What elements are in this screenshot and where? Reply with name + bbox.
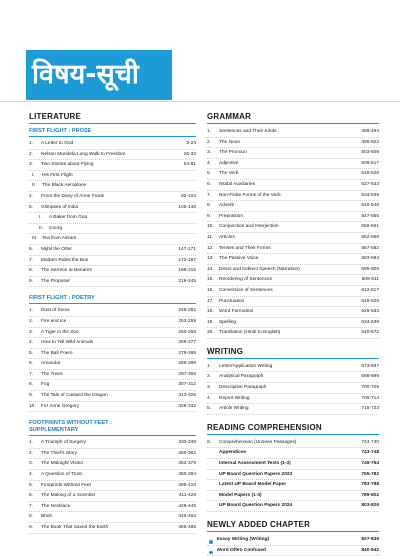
entry-number: 1. (29, 440, 34, 446)
toc-entry (207, 191, 379, 202)
toc-entry (207, 307, 379, 318)
entry-title: Report Writing (219, 395, 250, 401)
entry-title: Comprehension (Unseen Passages) (219, 439, 297, 445)
entry-number: 9. (29, 393, 34, 399)
entry-title: The Passive Voice (219, 256, 259, 262)
entry-title: A Baker from Goa (49, 215, 88, 221)
entry-number: 17. (207, 298, 214, 304)
toc-entry (29, 234, 196, 245)
entry-title: The Book That Saved the Earth (41, 525, 109, 530)
entry-pages: 198-215 (178, 268, 196, 274)
entry-title: The Tale of Custard the Dragon (41, 393, 108, 399)
toc-entry (29, 181, 196, 192)
entry-number: 1. (29, 308, 34, 314)
entry-title: Nelson Mandela Long Walk to Freedom (41, 151, 126, 157)
toc-entry (207, 383, 379, 394)
entry-title: Adverb (219, 203, 235, 209)
toc-entry (29, 459, 196, 470)
toc-entry (29, 224, 196, 235)
entry-title: UP Board Question Papers 2024 (219, 503, 293, 509)
entry-pages: 606-611 (361, 277, 379, 283)
entry-title: UP Board Question Papers 2023 (219, 471, 293, 477)
entry-pages: 612-617 (361, 287, 379, 293)
entry-title: Sentences and Their Kinds (219, 129, 277, 134)
entry-pages: 278-285 (178, 350, 196, 356)
entry-pages: 465-485 (178, 525, 196, 530)
grammar-heading: GRAMMAR (207, 112, 379, 124)
toc-entry (207, 286, 379, 297)
entry-pages: 640-672 (361, 330, 379, 336)
toc-entry (207, 222, 379, 233)
entry-number: 5. (29, 482, 34, 488)
toc-entry (29, 391, 196, 402)
toc-entry (207, 244, 379, 255)
toc-entry (207, 159, 379, 170)
entry-title: Spelling (219, 319, 237, 325)
entry-title: A Tiger in the Zoo (41, 329, 79, 335)
entry-pages: 495-502 (361, 139, 379, 145)
entry-title: Fog (41, 382, 50, 388)
entry-title: Translation (Hindi to English) (219, 330, 281, 336)
entry-number: II. (32, 183, 36, 189)
grammar-list (207, 127, 379, 339)
entry-title: Article Writing (219, 406, 249, 412)
entry-number: 20. (207, 330, 214, 336)
entry-title: The Trees (41, 371, 63, 377)
toc-entry (29, 203, 196, 214)
entry-number: I. (32, 172, 35, 178)
entry-number: 7. (207, 192, 212, 198)
reading-heading: READING COMPREHENSION (207, 423, 379, 435)
entry-title: Internal Assessment Tests (1-3) (219, 461, 291, 467)
entry-number: 4. (29, 472, 34, 478)
poetry-list (29, 306, 196, 412)
entry-pages: 307-312 (178, 382, 196, 388)
footprints-title-line1: FOOTPRINTS WITHOUT FEET : (29, 420, 112, 427)
entry-pages: 326-332 (178, 403, 196, 409)
entry-number: 4. (29, 193, 34, 199)
entry-pages: 783-788 (361, 482, 379, 488)
entry-number: 6. (207, 439, 212, 445)
entry-title: Conversion of Sentences (219, 287, 273, 293)
footprints-title-line2: SUPPLEMENTARY (29, 427, 79, 434)
toc-entry (207, 318, 379, 329)
toc-entry (29, 192, 196, 203)
entry-number: 8. (29, 514, 34, 520)
entry-title: Bholi (41, 514, 52, 520)
entry-title: How to Tell Wild Animals (41, 340, 94, 346)
entry-number: 5. (207, 171, 212, 177)
entry-number: 2. (29, 318, 34, 324)
toc-entry (207, 254, 379, 265)
entry-title: Dust of Snow (41, 308, 70, 314)
entry-pages: 715-723 (361, 406, 379, 412)
entry-number: 9. (29, 278, 34, 284)
entry-number: 3. (29, 162, 34, 168)
toc-entry (207, 169, 379, 180)
toc-entry (207, 372, 379, 383)
entry-number: 3. (207, 150, 212, 156)
entry-number: 6. (29, 493, 34, 499)
toc-entry (29, 139, 196, 150)
entry-pages: 547-555 (361, 213, 379, 219)
entry-pages: 363-379 (178, 461, 196, 467)
entry-number: 9. (207, 213, 212, 219)
entry-pages: 260-268 (178, 329, 196, 335)
toc-entry (207, 127, 379, 138)
entry-pages: 253-259 (178, 318, 196, 324)
entry-pages: 105-146 (178, 204, 196, 210)
entry-pages: 411-428 (178, 493, 196, 499)
entry-pages: 827-839 (361, 537, 379, 542)
entry-title: Tea from Assam (42, 236, 77, 242)
writing-heading: WRITING (207, 347, 379, 359)
entry-pages: 840-842 (361, 547, 379, 553)
entry-number: III. (32, 236, 38, 242)
entry-title: A Triumph of Surgery (41, 440, 87, 446)
entry-title: Preposition (219, 213, 243, 219)
entry-title: Letter/Application Writing (219, 363, 273, 369)
toc-entry (207, 448, 379, 459)
poetry-subheading: FIRST FLIGHT : POETRY (29, 295, 196, 304)
entry-number: 10. (29, 403, 36, 409)
entry-pages: 82-104 (181, 193, 196, 199)
entry-pages: 269-277 (178, 340, 196, 346)
toc-entry (207, 328, 379, 339)
entry-title: The Sermon at Benares (41, 268, 92, 274)
entry-pages: 562-566 (361, 234, 379, 240)
entry-title: Mijbil the Otter (41, 246, 72, 252)
toc-entry (207, 233, 379, 244)
entry-pages: 333-349 (178, 440, 196, 446)
toc-entry (29, 523, 196, 534)
entry-number: 4. (29, 340, 34, 346)
toc-entry (29, 438, 196, 449)
entry-number: II. (39, 225, 43, 231)
toc-entry (29, 306, 196, 317)
toc-entry (207, 404, 379, 415)
right-column (207, 112, 379, 556)
entry-title: Word Formation (219, 309, 254, 315)
toc-entry (29, 349, 196, 360)
entry-title: A Question of Trust (41, 472, 82, 478)
toc-entry (29, 359, 196, 370)
toc-entry (207, 362, 379, 373)
entry-title: His First Flight (42, 172, 73, 178)
entry-pages: 3-24 (186, 141, 196, 146)
entry-title: Word Often Confused (216, 547, 266, 553)
entry-title: Appendices (219, 450, 247, 456)
entry-number: 18. (207, 309, 214, 315)
prose-list (29, 139, 196, 287)
toc-entry (207, 275, 379, 286)
toc-entry (207, 438, 379, 449)
entry-number: 5. (29, 204, 34, 210)
toc-entry (29, 491, 196, 502)
entry-number: 12. (207, 245, 214, 251)
entry-pages: 634-639 (361, 319, 379, 325)
entry-number: 7. (29, 371, 34, 377)
toc-entry (29, 213, 196, 224)
entry-number: 2. (29, 450, 34, 456)
bullet-icon (209, 540, 213, 544)
entry-title: Analytical Paragraph (219, 374, 264, 380)
entry-title: For Anne Gregory (41, 403, 80, 409)
toc-entry (29, 370, 196, 381)
entry-pages: 380-394 (178, 472, 196, 478)
entry-number: 6. (29, 361, 34, 367)
entry-number: 5. (207, 406, 212, 412)
entry-number: 1. (29, 141, 34, 146)
entry-number: 7. (29, 257, 34, 263)
entry-title: The Ball Poem (41, 350, 73, 356)
entry-title: Adjective (219, 160, 239, 166)
entry-title: Madam Rides the Bus (41, 257, 89, 263)
entry-title: The Necklace (41, 503, 71, 509)
toc-entry (29, 402, 196, 413)
toc-entry (29, 481, 196, 492)
entry-number: 6. (29, 246, 34, 252)
entry-pages: 755-782 (361, 471, 379, 477)
page-title-banner: विषय-सूची (26, 50, 172, 100)
entry-pages: 534-539 (361, 192, 379, 198)
entry-title: Two Stories about Flying (41, 162, 94, 168)
entry-number: I. (39, 215, 42, 221)
entry-pages: 567-582 (361, 245, 379, 251)
entry-pages: 527-533 (361, 181, 379, 187)
entry-number: 16. (207, 287, 214, 293)
entry-pages: 700-705 (361, 385, 379, 391)
toc-entry (29, 317, 196, 328)
reading-list (207, 438, 379, 512)
entry-number: 15. (207, 277, 214, 283)
entry-title: Direct and Indirect Speech (Narration) (219, 266, 300, 272)
entry-title: Descriptive Paragraph (219, 385, 267, 391)
toc-entry (207, 459, 379, 470)
entry-number: 8. (207, 203, 212, 209)
entry-pages: 618-625 (361, 298, 379, 304)
entry-title: Essay Writing (Writing) (216, 537, 270, 542)
entry-title: Latest UP Board Model Paper (219, 482, 287, 488)
entry-pages: 540-546 (361, 203, 379, 209)
entry-pages: 789-802 (361, 492, 379, 498)
left-column (29, 112, 196, 534)
toc-entry (207, 180, 379, 191)
entry-pages: 429-445 (178, 503, 196, 509)
toc-entry (207, 201, 379, 212)
entry-pages: 743-748 (361, 450, 379, 456)
toc-entry (29, 512, 196, 523)
entry-pages: 350-362 (178, 450, 196, 456)
footprints-list (29, 438, 196, 533)
entry-number: 7. (29, 503, 34, 509)
entry-title: Articles (219, 234, 235, 240)
entry-title: Coorg (49, 225, 63, 231)
entry-title: Footprints Without Feet (41, 482, 91, 488)
toc-entry (207, 491, 379, 502)
entry-number: 19. (207, 319, 214, 325)
new-chapter-list (207, 535, 379, 556)
entry-number: 4. (207, 395, 212, 401)
entry-number: 5. (29, 350, 34, 356)
entry-pages: 706-714 (361, 395, 379, 401)
entry-title: The Pronoun (219, 150, 247, 156)
entry-title: The Thief's Story (41, 450, 78, 456)
toc-entry (207, 470, 379, 481)
prose-subheading: FIRST FLIGHT : PROSE (29, 128, 196, 137)
entry-title: Non-Finite Forms of the Verb (219, 192, 281, 198)
toc-entry (29, 277, 196, 288)
toc-entry (207, 148, 379, 159)
entry-title: Fire and Ice (41, 318, 67, 324)
entry-title: Conjunction and Interjection (219, 224, 279, 230)
entry-pages: 595-605 (361, 266, 379, 272)
toc-entry (207, 297, 379, 308)
bullet-icon (209, 551, 213, 555)
entry-number: 11. (207, 234, 214, 240)
toc-entry (207, 535, 379, 546)
entry-title: The Making of a Scientist (41, 493, 95, 499)
entry-pages: 147-171 (178, 246, 196, 252)
entry-pages: 518-526 (361, 171, 379, 177)
toc-entry (207, 138, 379, 149)
entry-number: 1. (207, 129, 212, 134)
entry-title: Reordering of Sentences (219, 277, 273, 283)
entry-pages: 803-826 (361, 503, 379, 509)
entry-title: Amanda! (41, 361, 61, 367)
entry-number: 14. (207, 266, 214, 272)
entry-number: 2. (207, 139, 212, 145)
writing-list (207, 362, 379, 415)
entry-pages: 216-245 (178, 278, 196, 284)
toc-entry (29, 338, 196, 349)
entry-pages: 172-197 (178, 257, 196, 263)
entry-number: 9. (29, 525, 34, 530)
entry-title: Model Papers (1-3) (219, 492, 262, 498)
entry-title: The Midnight Visitor (41, 461, 84, 467)
entry-number: 1. (207, 363, 212, 369)
entry-pages: 626-633 (361, 309, 379, 315)
entry-pages: 673-687 (361, 363, 379, 369)
entry-number: 13. (207, 256, 214, 262)
entry-pages: 556-561 (361, 224, 379, 230)
toc-entry (29, 380, 196, 391)
entry-title: A Letter to God (41, 141, 74, 146)
title-divider (0, 101, 400, 102)
entry-pages: 446-464 (178, 514, 196, 520)
toc-entry (29, 266, 196, 277)
entry-pages: 688-699 (361, 374, 379, 380)
entry-title: The Verb (219, 171, 239, 177)
toc-entry (207, 480, 379, 491)
entry-pages: 489-494 (361, 129, 379, 134)
toc-entry (29, 160, 196, 171)
toc-entry (29, 256, 196, 267)
toc-entry (207, 265, 379, 276)
entry-title: Punctuation (219, 298, 245, 304)
entry-number: 2. (29, 151, 34, 157)
entry-pages: 25-33 (183, 151, 196, 157)
entry-pages: 246-252 (178, 308, 196, 314)
toc-entry (29, 470, 196, 481)
entry-pages: 395-410 (178, 482, 196, 488)
toc-entry (207, 212, 379, 223)
entry-pages: 313-325 (178, 393, 196, 399)
toc-entry (207, 501, 379, 512)
footprints-subheading (29, 420, 196, 436)
entry-number: 2. (207, 374, 212, 380)
entry-pages: 509-517 (361, 160, 379, 166)
entry-title: The Proposal (41, 278, 70, 284)
entry-pages: 54-81 (183, 162, 196, 168)
toc-entry (29, 171, 196, 182)
toc-entry (29, 328, 196, 339)
entry-title: Glimpses of India (41, 204, 79, 210)
entry-pages: 503-508 (361, 150, 379, 156)
new-chapter-heading: NEWLY ADDED CHAPTER (207, 520, 379, 532)
literature-heading: LITERATURE (29, 112, 196, 124)
toc-entry (29, 150, 196, 161)
entry-number: 10. (207, 224, 214, 230)
entry-number: 8. (29, 268, 34, 274)
entry-pages: 297-306 (178, 371, 196, 377)
entry-title: From the Diary of Anne Frank (41, 193, 104, 199)
entry-title: The Noun (219, 139, 241, 145)
entry-pages: 724-740 (361, 439, 379, 445)
entry-number: 3. (207, 385, 212, 391)
entry-number: 3. (29, 329, 34, 335)
entry-title: Modal Auxiliaries (219, 181, 255, 187)
entry-pages: 749-754 (361, 461, 379, 467)
entry-number: 4. (207, 160, 212, 166)
entry-title: The Black Aeroplane (42, 183, 87, 189)
entry-title: Tenses and Their Forms (219, 245, 271, 251)
entry-pages: 286-296 (178, 361, 196, 367)
entry-number: 6. (207, 181, 212, 187)
toc-entry (207, 546, 379, 556)
entry-number: 3. (29, 461, 34, 467)
entry-number: 8. (29, 382, 34, 388)
toc-entry (29, 449, 196, 460)
entry-pages: 583-594 (361, 256, 379, 262)
toc-entry (207, 394, 379, 405)
toc-entry (29, 245, 196, 256)
